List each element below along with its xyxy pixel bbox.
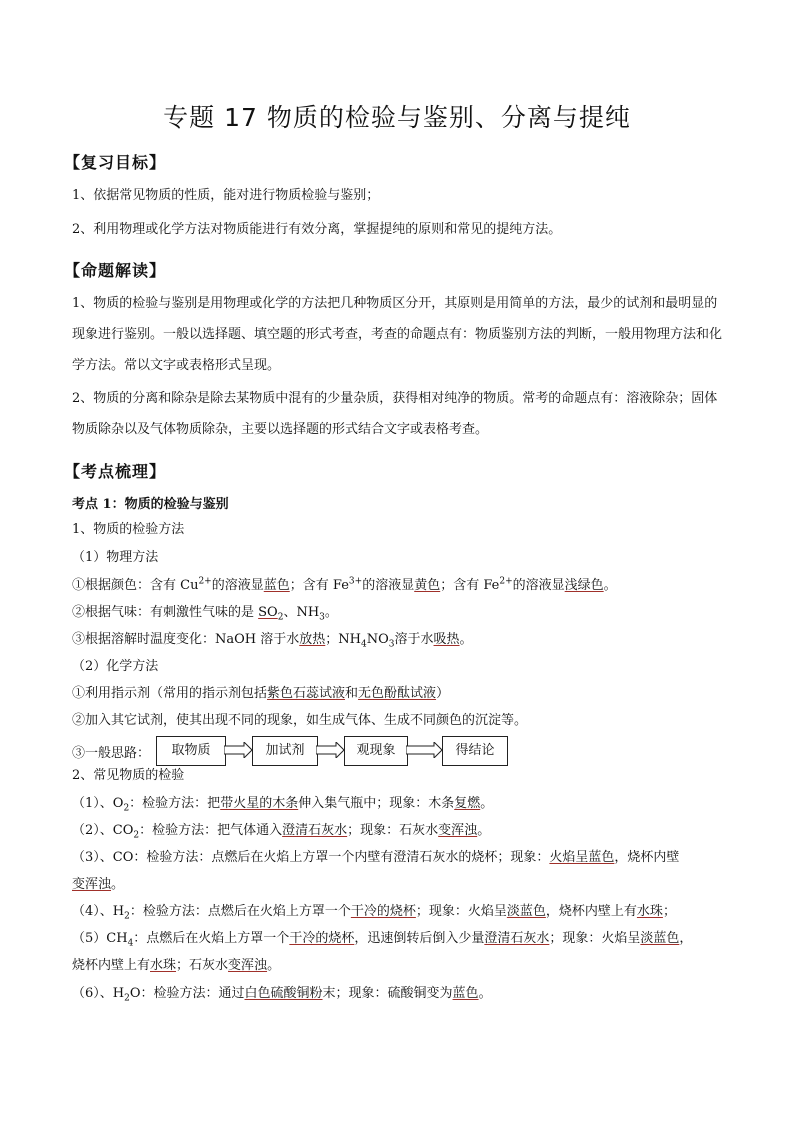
smell-line: ②根据气味：有刺激性气味的是 $SO_2$、$NH_3$。 [72,605,338,623]
answer-endothermic: 吸热 [433,632,460,647]
arrow-icon [224,742,252,758]
answer-dry-cold-beaker: 干冷的烧杯 [350,904,416,919]
goal-item-2: 2、利用物理或化学方法对物质能进行有效分离，掌握提纯的原则和常见的提纯方法。 [72,222,562,237]
answer-rekindle: 复燃 [454,796,481,811]
test-co-line-1: （3）、CO：检验方法：点燃后在火焰上方罩一个内壁有澄清石灰水的烧杯；现象：火焰呈蓝色，烧杯内壁 [72,850,680,865]
test-h2o: （6）、$H_2O$：检验方法：通过白色硫酸铜粉末；现象：硫酸铜变为蓝色。 [72,986,492,1004]
answer-litmus: 紫色石蕊试液 [267,686,346,701]
method-title: 1、物质的检验方法 [72,522,185,537]
common-test-title: 2、常见物质的检验 [72,768,185,783]
chemical-method-title: （2）化学方法 [72,659,159,674]
test-o2: （1）、$O_2$：检验方法：把带火星的木条伸入集气瓶中；现象：木条复燃。 [72,796,494,814]
proposition-paragraph-1: 1、物质的检验与鉴别是用物理或化学的方法把几种物质区分开，其原则是用简单的方法，最少的试剂和最明显的现象进行鉴别。一般以选择题、填空题的形式考查，考查的命题点有：物质鉴别方法的判断，一般用物理方法和化学方法。常以文字或表格形式呈现。 [72,296,723,373]
test-co-line-2: 变浑浊。 [72,877,125,892]
heading-key-points: 【考点梳理】 [64,462,167,481]
answer-white-cuso4: 白色硫酸铜粉 [244,986,323,1001]
answer-turbid: 变浑浊 [438,823,478,838]
answer-exothermic: 放热 [299,632,326,647]
answer-turbid: 变浑浊 [72,877,112,892]
answer-light-green: 浅绿色 [564,578,604,593]
answer-phenolphthalein: 无色酚酞试液 [358,686,437,701]
flow-step-observe: 观现象 [344,736,408,766]
arrow-icon [316,742,344,758]
test-ch4-line-1: $(5)CH_4$：点燃后在火焰上方罩一个干冷的烧杯，迅速倒转后倒入少量澄清石灰水；现象：火焰呈淡蓝色， [72,931,693,949]
answer-water-drops: 水珠 [150,958,177,973]
answer-pale-blue: 淡蓝色 [506,904,546,919]
answer-so2: $SO_2$ [258,605,284,623]
proposition-paragraph-2: 2、物质的分离和除杂是除去某物质中混有的少量杂质，获得相对纯净的物质。常考的命题点有：溶液除杂；固体物质除杂以及气体物质除杂，主要以选择题的形式结合文字或表格考查。 [72,391,718,437]
answer-blue-flame: 火焰呈蓝色 [549,850,615,865]
answer-blue: 蓝色 [452,986,479,1001]
answer-dry-cold-beaker: 干冷的烧杯 [289,931,355,946]
test-ch4-line-2: 烧杯内壁上有水珠；石灰水变浑浊。 [72,958,281,973]
goal-item-1: 1、依据常见物质的性质，能对进行物质检验与鉴别； [72,188,380,203]
answer-limewater: 澄清石灰水 [484,931,550,946]
heading-review-goals: 【复习目标】 [64,153,167,172]
answer-glowing-splint: 带火星的木条 [220,796,299,811]
color-line: ①根据颜色：含有 $Cu^{2+}$的溶液显蓝色；含有 $Fe^{3+}$的溶液显黄色；含有 $Fe^{2+}$的溶液显浅绿色。 [72,576,617,593]
flow-step-add-reagent: 加试剂 [252,736,318,766]
key-point-1-title: 考点 1：物质的检验与鉴别 [72,497,229,512]
test-co2: （2）、$CO_2$：检验方法：把气体通入澄清石灰水；现象：石灰水变浑浊。 [72,823,491,841]
flow-lead: ③一般思路： [72,746,151,761]
flow-step-conclude: 得结论 [442,736,508,766]
test-h2: （4）、$H_2$：检验方法：点燃后在火焰上方罩一个干冷的烧杯；现象：火焰呈淡蓝色，烧杯内壁上有水珠； [72,904,676,922]
heading-proposition: 【命题解读】 [64,261,167,280]
temperature-line: ③根据溶解时温度变化：NaOH 溶于水放热；$NH_4NO_3$溶于水吸热。 [72,632,473,650]
indicator-line: ①利用指示剂（常用的指示剂包括紫色石蕊试液和无色酚酞试液） [72,686,450,701]
physical-method-title: （1）物理方法 [72,550,159,565]
answer-yellow: 黄色 [414,578,441,593]
answer-water-drops: 水珠 [636,904,663,919]
answer-turbid: 变浑浊 [228,958,268,973]
arrow-icon [406,742,442,758]
answer-limewater: 澄清石灰水 [282,823,348,838]
reagent-line: ②加入其它试剂，使其出现不同的现象，如生成气体、生成不同颜色的沉淀等。 [72,713,528,728]
answer-blue: 蓝色 [263,578,290,593]
flow-step-take-substance: 取物质 [156,736,226,766]
answer-pale-blue: 淡蓝色 [640,931,680,946]
page-title: 专题 17 物质的检验与鉴别、分离与提纯 [163,103,631,132]
